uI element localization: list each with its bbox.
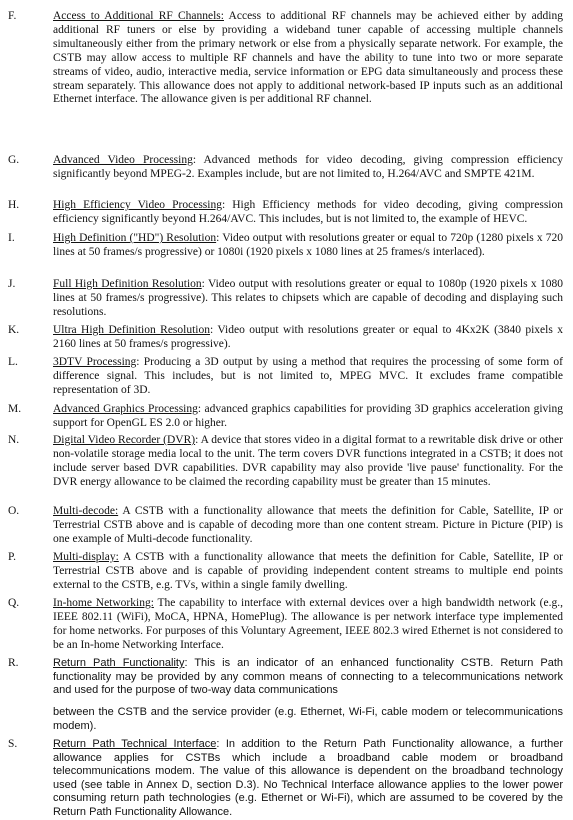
definition-text: : Video output with resolutions greater or equal to 1080p (1920 pixels x 1080 lines at 50 frames/s progressive). This relates to chipsets which are capable of decoding and displaying such resolutions. (53, 278, 563, 318)
definition-body (53, 551, 563, 593)
definition-body (53, 232, 563, 260)
definition-text: : Video output with resolutions greater or equal to 4Kx2K (3840 pixels x 2160 lines at 50 frames/s progressive). (53, 324, 563, 350)
definition-term: Full High Definition Resolution (53, 278, 202, 290)
item-letter: S. (8, 738, 18, 750)
definition-text: : In addition to the Return Path Functionality allowance, a further allowance applies for CSTBs which include a broadband cable modem or broadband telecommunications modem. The value of this allowance is dependent on the broadband technology used (see table in Annex D, section D.3). No Technical Interface allowance applies to the lower power consuming return path technologies (e.g. Ethernet or Wi-Fi), which are assumed to be covered by the Return Path Functionality Allowance. (53, 738, 563, 818)
definition-body (53, 278, 563, 320)
definition-text: The capability to interface with external devices over a high bandwidth network (e.g., IEEE 802.11 (WiFi), MoCA, HPNA, HomePlug). The allowance is per network interface type implemented for home networks. For purposes of this Voluntary Agreement, IEEE 802.3 wired Ethernet is not considered to be an In-home Networking Interface. (53, 597, 563, 651)
definition-text: : High Efficiency methods for video decoding, giving compression efficiency significantly beyond H.264/AVC. This includes, but is not limited to, the example of HEVC. (53, 199, 563, 225)
definition-r-continuation: between the CSTB and the service provider (e.g. Ethernet, Wi-Fi, cable modem or telecommunications modem). (53, 706, 563, 732)
definition-text: : Producing a 3D output by using a method that requires the processing of some form of difference signal. This includes, but is not limited to, MPEG MVC. It excludes frame compatible representation of 3D. (53, 356, 563, 396)
definition-term: 3DTV Processing (53, 356, 137, 368)
item-letter: L. (8, 356, 18, 368)
definition-text: A CSTB with a functionality allowance that meets the definition for Cable, Satellite, IP or Terrestrial CSTB above and is capable of decoding more than one content stream. Picture in Picture (PIP) is one example of Multi-decode functionality. (53, 505, 563, 545)
item-letter: F. (8, 10, 17, 22)
definition-term: Return Path Functionality (53, 657, 185, 669)
item-letter: P. (8, 551, 16, 563)
item-letter: R. (8, 657, 19, 669)
definition-body (53, 199, 563, 227)
definition-term: High Efficiency Video Processing (53, 199, 222, 211)
definition-term: Ultra High Definition Resolution (53, 324, 210, 336)
definition-body (53, 597, 563, 653)
definition-text: Access to additional RF channels may be achieved either by adding additional RF tuners or else by providing a wideband tuner capable of accessing multiple channels simultaneously either from the primary network or else from a physically separate network. For example, the CSTB may allow access to multiple RF channels and have the ability to tune into two or more separate streams of video, audio, interactive media, service information or EPG data simultaneously and process these stream separately. This allowance does not apply to additional network-based IP inputs such as an additional Ethernet interface. The allowance given is per additional RF channel. (53, 10, 563, 106)
item-letter: H. (8, 199, 20, 211)
definition-text: A CSTB with a functionality allowance that meets the definition for Cable, Satellite, IP or Terrestrial CSTB above and is capable of providing independent content streams to multiple end points external to the CSTB, e.g. TVs, within a single family dwelling. (53, 551, 563, 591)
definition-term: Multi-display: (53, 551, 119, 563)
definition-body (53, 356, 563, 398)
definition-body (53, 434, 563, 490)
definition-text: : Video output with resolutions greater or equal to 720p (1280 pixels x 720 lines at 50 frames/s progressive) or 1080i (1920 pixels x 1080 lines at 25 frames/s interlaced). (53, 232, 563, 258)
item-letter: Q. (8, 597, 20, 609)
definition-text: : A device that stores video in a digital format to a rewritable disk drive or other non-volatile storage media local to the unit. The term covers DVR functions integrated in a CSTB; it does not include server based DVR capabilities. DVR capability may also provide 'live pause' functionality. For the DVR energy allowance to be claimed the recording capability must be greater than 15 minutes. (53, 434, 563, 488)
definition-term: Return Path Technical Interface (53, 738, 217, 750)
definition-body (53, 403, 563, 431)
definition-text: : This is an indicator of an enhanced functionality CSTB. Return Path functionality may be provided by any common means of connecting to a telecommunications network and used for the purpose of two-way data communications (53, 657, 563, 697)
definition-text: : Advanced methods for video decoding, giving compression efficiency significantly beyond MPEG-2. Examples include, but are not limited to, H.264/AVC and SMPTE 421M. (53, 154, 563, 180)
definition-body (53, 324, 563, 352)
definition-text: : advanced graphics capabilities for providing 3D graphics acceleration giving support for OpenGL ES 2.0 or higher. (53, 403, 563, 429)
item-letter: K. (8, 324, 20, 336)
item-letter: G. (8, 154, 20, 166)
definition-term: High Definition ("HD") Resolution (53, 232, 217, 244)
definition-term: In-home Networking: (53, 597, 154, 609)
item-letter: N. (8, 434, 20, 446)
definition-term: Advanced Video Processing (53, 154, 193, 166)
item-letter: M. (8, 403, 22, 415)
definition-term: Access to Additional RF Channels: (53, 10, 224, 22)
item-letter: I. (8, 232, 15, 244)
definition-term: Multi-decode: (53, 505, 119, 517)
item-letter: O. (8, 505, 20, 517)
definition-body (53, 154, 563, 182)
item-letter: J. (8, 278, 16, 290)
definition-term: Digital Video Recorder (DVR) (53, 434, 196, 446)
definition-body (53, 657, 563, 698)
definition-body (53, 10, 563, 107)
definition-body (53, 738, 563, 820)
definition-term: Advanced Graphics Processing (53, 403, 198, 415)
definition-body (53, 505, 563, 547)
